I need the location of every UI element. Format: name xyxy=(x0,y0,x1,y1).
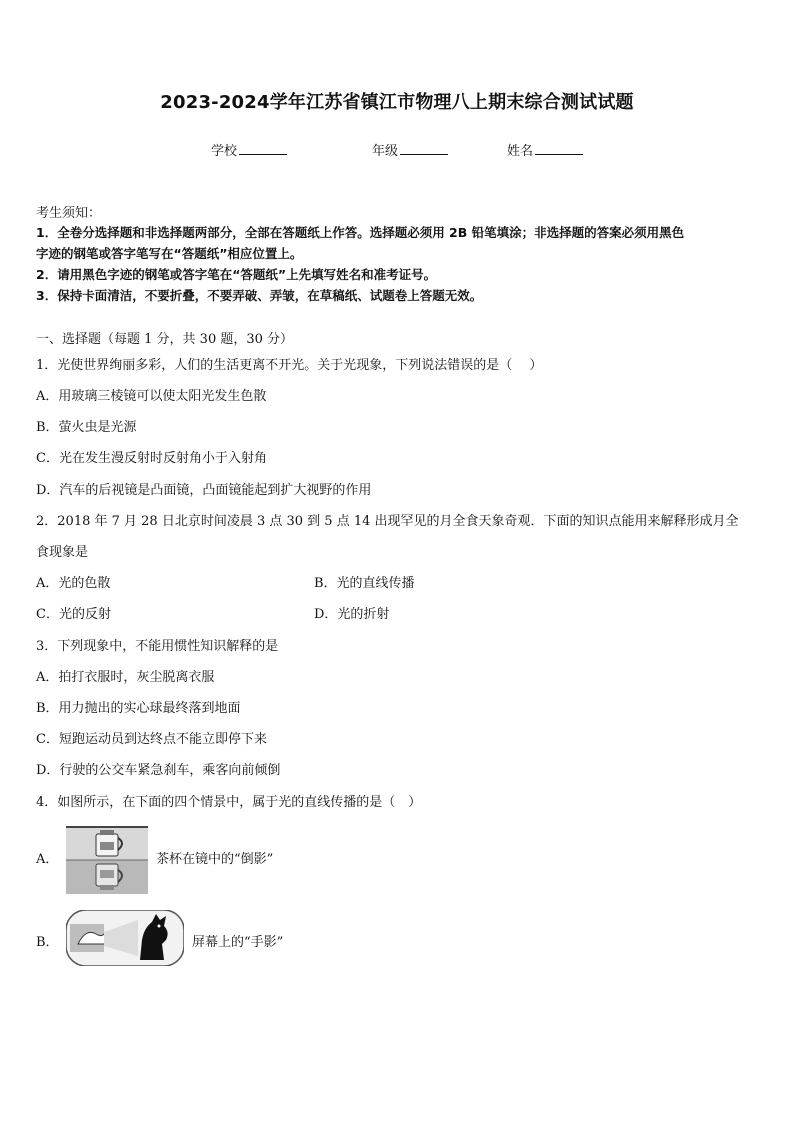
q4-stem: 4．如图所示，在下面的四个情景中，属于光的直线传播的是（ ） xyxy=(36,795,422,810)
q4-option-a-caption: 茶杯在镜中的“倒影” xyxy=(156,852,274,867)
q3-option-d: D．行驶的公交车紧急刹车，乘客向前倾倒 xyxy=(36,763,281,778)
name-field xyxy=(507,140,583,159)
q1-option-b: B．萤火虫是光源 xyxy=(36,420,137,435)
name-label: 姓名 xyxy=(507,144,534,159)
grade-field xyxy=(372,140,448,159)
teacup-reflection-icon xyxy=(66,826,148,894)
school-field xyxy=(211,140,287,159)
hand-shadow-image xyxy=(66,910,184,966)
q3-option-c: C．短跑运动员到达终点不能立即停下来 xyxy=(36,732,267,747)
q2-stem-cont: 食现象是 xyxy=(36,545,89,560)
notice-item: 2．请用黑色字迹的钢笔或答字笔在“答题纸”上先填写姓名和准考证号。 xyxy=(36,267,437,282)
notice-heading: 考生须知： xyxy=(36,206,102,221)
page-title: 2023-2024学年江苏省镇江市物理八上期末综合测试试题 xyxy=(160,92,634,113)
q2-option-b: B．光的直线传播 xyxy=(314,576,415,591)
q1-option-c: C．光在发生漫反射时反射角小于入射角 xyxy=(36,451,267,466)
school-label: 学校 xyxy=(211,144,238,159)
grade-label: 年级 xyxy=(372,144,399,159)
teacup-mirror-image xyxy=(66,826,148,894)
school-blank xyxy=(239,142,287,155)
q3-option-b: B．用力抛出的实心球最终落到地面 xyxy=(36,701,241,716)
q2-stem: 2．2018 年 7 月 28 日北京时间凌晨 3 点 30 到 5 点 14 出现罕见的月全食天象奇观．下面的知识点能用来解释形成月全 xyxy=(36,514,739,529)
q2-option-d: D．光的折射 xyxy=(314,607,390,622)
q3-option-a: A．拍打衣服时，灰尘脱离衣服 xyxy=(36,670,215,685)
section-heading: 一、选择题（每题 1 分，共 30 题，30 分） xyxy=(36,332,294,347)
q4-option-b-caption: 屏幕上的“手影” xyxy=(192,935,284,950)
q2-option-a: A．光的色散 xyxy=(36,576,111,591)
q3-stem: 3．下列现象中，不能用惯性知识解释的是 xyxy=(36,639,279,654)
q4-option-a-label: A． xyxy=(36,852,59,867)
q1-option-d: D．汽车的后视镜是凸面镜，凸面镜能起到扩大视野的作用 xyxy=(36,483,372,498)
q2-option-c: C．光的反射 xyxy=(36,607,111,622)
hand-shadow-icon xyxy=(66,910,184,966)
notice-item: 1．全卷分选择题和非选择题两部分，全部在答题纸上作答。选择题必须用 2B 铅笔填涂；非选择题的答案必须用黑色 xyxy=(36,225,685,240)
name-blank xyxy=(535,142,583,155)
grade-blank xyxy=(400,142,448,155)
q4-option-b-label: B． xyxy=(36,935,59,950)
notice-item: 3．保持卡面清洁，不要折叠，不要弄破、弄皱，在草稿纸、试题卷上答题无效。 xyxy=(36,288,483,303)
q1-option-a: A．用玻璃三棱镜可以使太阳光发生色散 xyxy=(36,389,267,404)
notice-item: 字迹的钢笔或答字笔写在“答题纸”相应位置上。 xyxy=(36,246,303,261)
q1-stem: 1．光使世界绚丽多彩，人们的生活更离不开光。关于光现象，下列说法错误的是（ ） xyxy=(36,358,543,373)
